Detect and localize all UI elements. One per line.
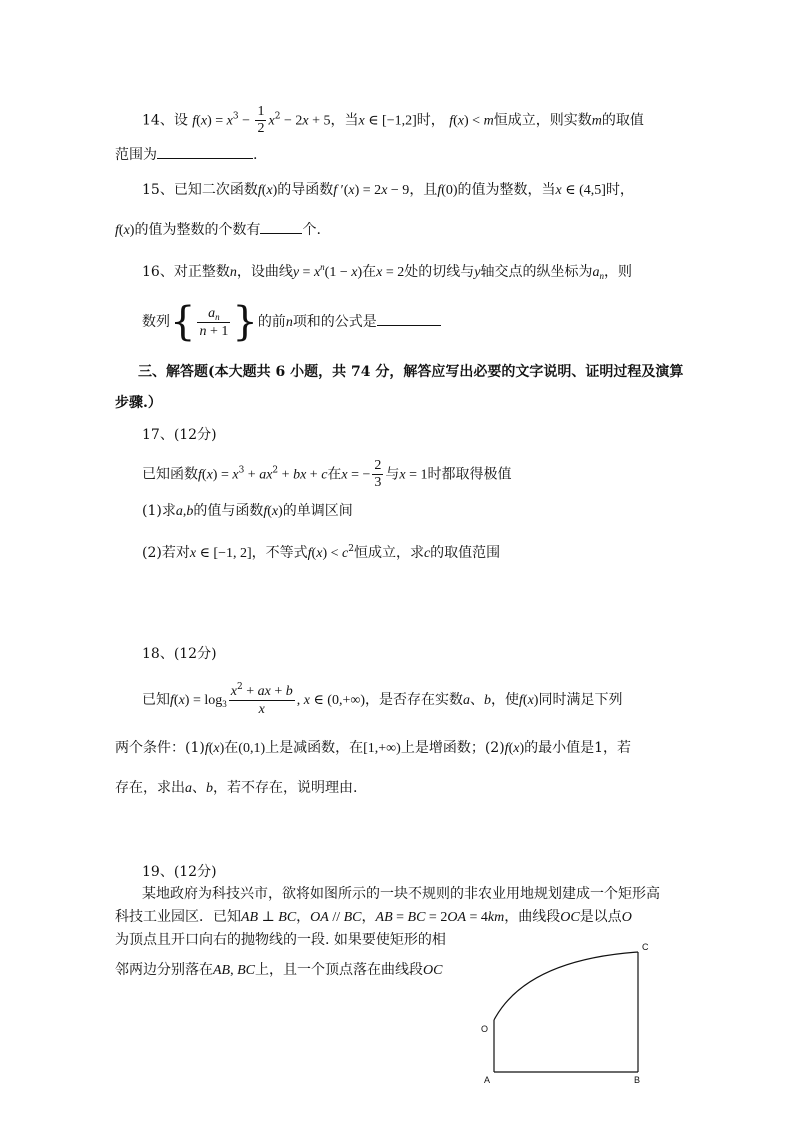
label-o: O xyxy=(481,1024,489,1034)
q14-cond: ，当 xyxy=(330,112,359,129)
label-b: B xyxy=(634,1075,641,1085)
q17-at: 在 xyxy=(327,466,342,483)
q18-cond1: 两个条件：(1) xyxy=(115,740,205,756)
q19-line3: 为顶点且开口向右的抛物线的一段. 如果要使矩形的相 xyxy=(115,932,446,948)
label-a: A xyxy=(484,1075,491,1085)
q15-and: ，且 xyxy=(409,182,438,198)
q19-line4: 邻两边分别落在AB, BC上，且一个顶点落在曲线段OC xyxy=(115,962,443,978)
q18-cond2-min: 的最小值是1，若 xyxy=(524,740,632,756)
q17-line1: 已知函数$f(x) = x^3 + ax^2$ + bx + c在x = − $\frac{2}{3}$ 与x = 1时都取得极值 xyxy=(142,458,512,490)
q17-extremum: 时都取得极值 xyxy=(427,466,512,483)
parabola-region-figure xyxy=(476,940,666,1090)
q19-sep2: ， xyxy=(361,909,376,925)
q14-always: 恒成立，则实数 xyxy=(493,112,592,129)
q18-header: 18、(12分) xyxy=(142,646,217,662)
q14-range-label: 范围为 xyxy=(115,147,157,163)
q16-then: ，则 xyxy=(603,264,632,280)
q18-exists: ，是否存在实数 xyxy=(365,692,464,708)
q18-satisfy: 同时满足下列 xyxy=(538,692,623,708)
q16-answer-blank[interactable] xyxy=(377,311,441,326)
q15-count-label: 的值为整数的个数有 xyxy=(134,222,261,238)
q16-seq-label: 数列 xyxy=(142,314,170,330)
q16-line1: 16、对正整数n，设曲线$y = x^n(1 - x)$在x = 2处的切线与y轴交点的纵坐标为$a_n$，则 xyxy=(142,262,632,281)
q18-given: 已知 xyxy=(142,692,170,708)
q19-vertex: 是以点 xyxy=(579,909,622,925)
q14-prefix: 14、设 xyxy=(142,112,188,129)
q17-line2: (1)求a,b的值与函数f(x)的单调区间 xyxy=(142,503,353,519)
q14-line2 xyxy=(115,144,257,165)
q15-when: 时， xyxy=(605,182,634,198)
q19-sep1: ， xyxy=(296,909,311,925)
q19-curve: ，曲线段 xyxy=(504,909,561,925)
q14-answer-blank[interactable] xyxy=(157,144,253,159)
q18-cond1-in: 在 xyxy=(224,740,239,756)
q18-else: ，若不存在，说明理由. xyxy=(213,780,358,796)
q15-line2: f(x)的值为整数的个数有 个. xyxy=(115,219,321,241)
q17-given: 已知函数 xyxy=(142,466,198,483)
q16-curve: ，设曲线 xyxy=(236,264,293,280)
section3-heading-line2: 步骤.） xyxy=(115,395,162,411)
q15-prefix: 15、已知二次函数 xyxy=(142,182,258,198)
q19-line1: 某地政府为科技兴市，欲将如图所示的一块不规则的非农业用地规划建成一个矩形高 xyxy=(142,886,660,902)
q15-answer-blank[interactable] xyxy=(260,219,302,234)
q16-prefix: 16、对正整数 xyxy=(142,264,230,280)
q18-such: ，使 xyxy=(491,692,520,708)
q15-int: 的值为整数，当 xyxy=(457,182,556,198)
q17-part2-ineq: ，不等式 xyxy=(251,545,308,561)
q15-unit: 个. xyxy=(302,222,321,238)
q19-adjacent: 邻两边分别落在 xyxy=(115,962,213,978)
parabola-curve-oc xyxy=(494,952,638,1020)
q15-deriv: 的导函数 xyxy=(277,182,334,198)
q19-vertex-on: 上，且一个顶点落在曲线段 xyxy=(255,962,423,978)
q17-header: 17、(12分) xyxy=(142,427,217,443)
section3-heading-line1: 三、解答题(本大题共 6 小题，共 74 分，解答应写出必要的文字说明、证明过程及演算 xyxy=(138,364,684,380)
q15-line1: 15、已知二次函数f(x)的导函数f ′(x) = 2x − 9，且f(0)的值为整数，当x ∈ (4,5]时， xyxy=(142,182,634,198)
q18-cond1-dec: 上是减函数，在 xyxy=(265,740,364,756)
q18-line1: 已知$f(x) = \log_3$ $\frac{x^2 + ax + b}{x}$ , x ∈ (0,+∞)，是否存在实数a、b，使f(x)同时满足下列 xyxy=(142,681,623,717)
label-c: C xyxy=(642,942,649,952)
q16-at: 在 xyxy=(362,264,377,280)
q14-end: . xyxy=(253,147,258,163)
q18-cond2: 上是增函数；(2) xyxy=(400,740,505,756)
q16-formula-label: 项和的公式是 xyxy=(292,314,377,330)
q17-part1: (1)求 xyxy=(142,503,176,519)
q17-line3: (2)若对x ∈ [−1, 2]，不等式$f(x) < c^2$恒成立，求c的取值范围 xyxy=(142,544,501,561)
q14-when: 时， xyxy=(416,112,445,129)
q18-line2: 两个条件：(1)f(x)在(0,1)上是减函数，在[1,+∞)上是增函数；(2)f(x)的最小值是1，若 xyxy=(115,740,632,756)
q17-part1-mid: 的值与函数 xyxy=(193,503,264,519)
q14-tail: 的取值 xyxy=(601,112,644,129)
q17-part2-always: 恒成立，求 xyxy=(353,545,424,561)
q16-axis: 轴交点的纵坐标为 xyxy=(480,264,593,280)
q19-line2: 科技工业园区．已知AB ⊥ BC，OA // BC，AB = BC = 2OA = 4km，曲线段OC是以点O xyxy=(115,909,632,925)
q16-line2: 数列{ $\frac{a_n}{n + 1}$ }的前n项和的公式是 xyxy=(142,302,441,343)
q14-line1: 14、设 $f(x) = x^3$ − $\frac{1}{2}$ $x^2 - 2x + 5$，当x ∈ [−1,2]时， f(x) < m恒成立，则实数m的取值 xyxy=(142,104,644,136)
q17-and: 与 xyxy=(385,466,400,483)
q17-part1-end: 的单调区间 xyxy=(282,503,353,519)
q19-known: 科技工业园区．已知 xyxy=(115,909,241,925)
q16-tangent: 处的切线与 xyxy=(404,264,475,280)
q17-part2-end: 的取值范围 xyxy=(430,545,501,561)
q16-first: 的前 xyxy=(257,314,286,330)
q19-header: 19、(12分) xyxy=(142,864,217,880)
q18-find: 存在，求出 xyxy=(115,780,185,796)
q17-part2: (2)若对 xyxy=(142,545,190,561)
q18-line3: 存在，求出a、b，若不存在，说明理由. xyxy=(115,780,358,796)
